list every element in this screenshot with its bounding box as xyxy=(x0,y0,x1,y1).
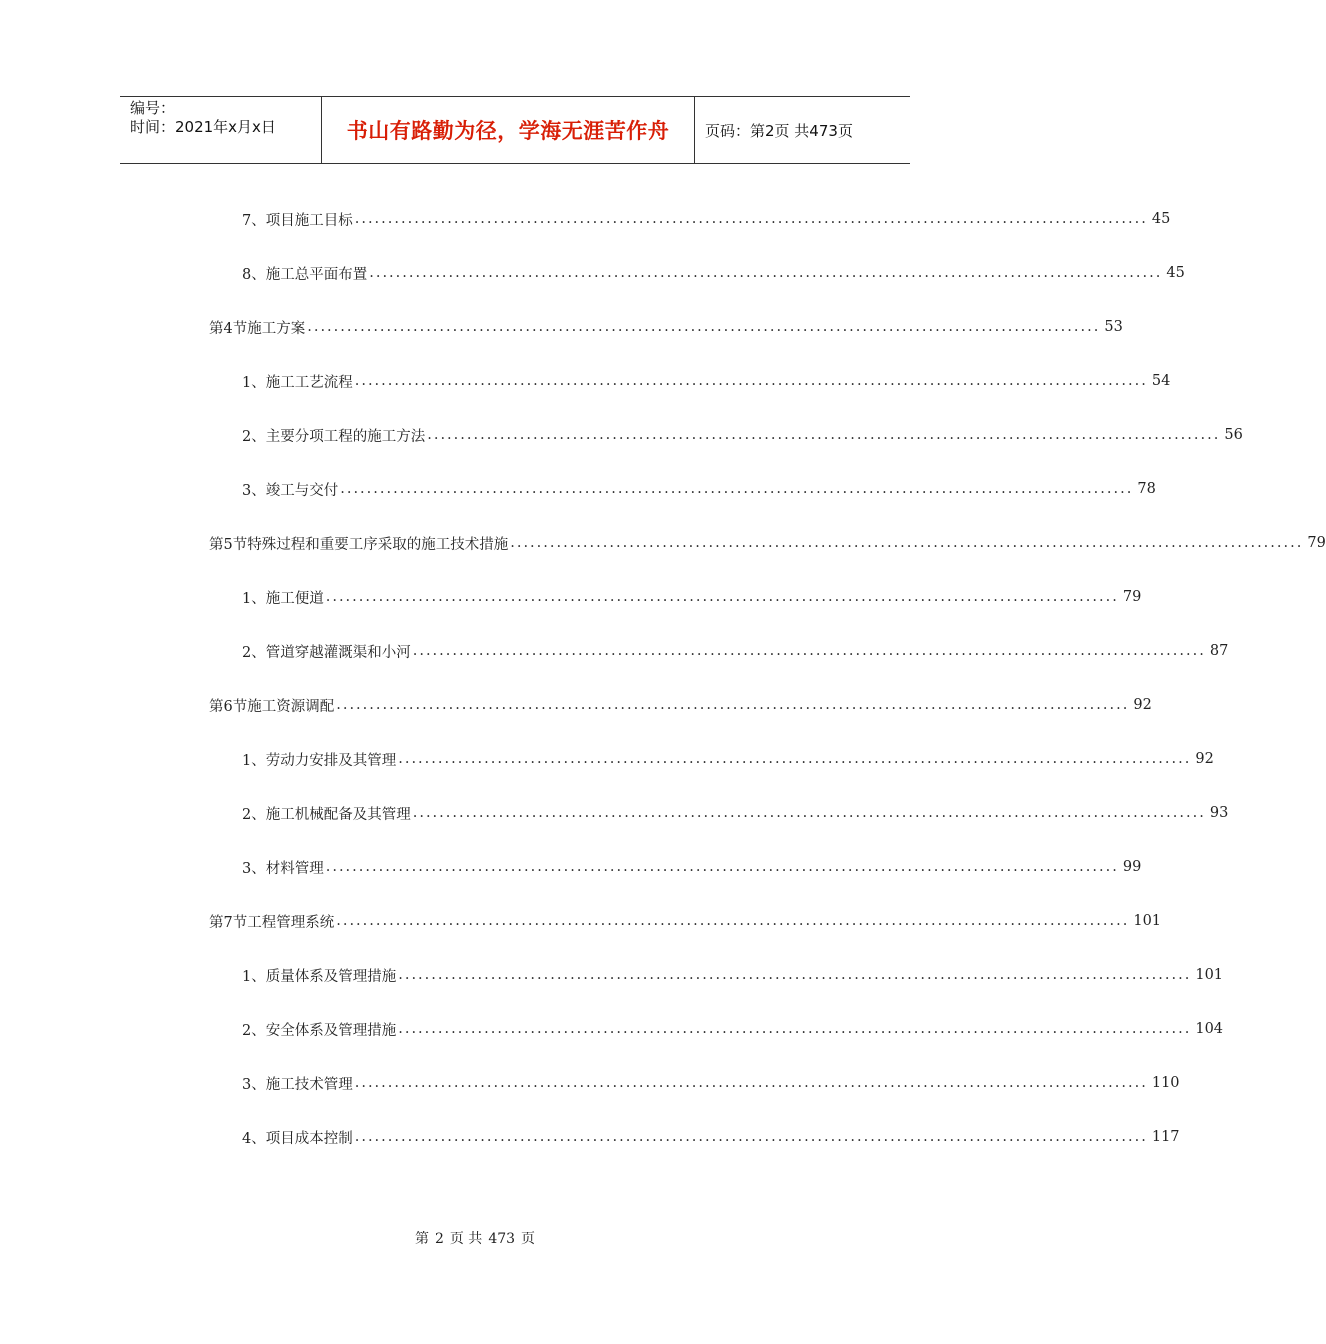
toc-entry-title: 项目施工目标 xyxy=(265,212,353,229)
toc-section-entry xyxy=(209,531,1326,555)
toc-entry-title: 施工方案 xyxy=(247,320,306,337)
toc-entry-title: 特殊过程和重要工序采取的施工技术措施 xyxy=(247,536,509,553)
toc-entry-page: 104 xyxy=(1195,1021,1224,1037)
toc-entry-page: 79 xyxy=(1307,535,1326,551)
toc-dot-leader: ........................................................................................................................ xyxy=(412,643,1206,659)
toc-entry-page: 54 xyxy=(1151,373,1171,389)
toc-entry-page: 110 xyxy=(1151,1075,1180,1091)
toc-entry-title: 主要分项工程的施工方法 xyxy=(265,428,426,445)
toc-entry-title: 工程管理系统 xyxy=(247,914,335,931)
toc-entry-page: 45 xyxy=(1151,211,1171,227)
toc-entry-number: 2、 xyxy=(242,644,266,661)
toc-entry-number: 第5节 xyxy=(209,536,248,553)
toc-item-entry xyxy=(242,423,1243,447)
document-time-label: 时间：2021年x月x日 xyxy=(130,118,276,136)
toc-entry-number: 4、 xyxy=(242,1130,266,1147)
toc-entry-title: 竣工与交付 xyxy=(265,482,339,499)
toc-entry-page: 117 xyxy=(1151,1129,1180,1145)
toc-item-entry xyxy=(242,585,1142,609)
toc-entry-title: 劳动力安排及其管理 xyxy=(265,752,397,769)
toc-dot-leader: ........................................................................................................................ xyxy=(336,913,1130,929)
toc-dot-leader: ........................................................................................................................ xyxy=(336,697,1130,713)
header-page-cell xyxy=(695,97,910,163)
toc-entry-page: 87 xyxy=(1209,643,1229,659)
toc-entry-number: 第6节 xyxy=(209,698,248,715)
toc-entry-title: 施工总平面布置 xyxy=(265,266,368,283)
header-page-info: 页码：第2页 共473页 xyxy=(705,121,853,140)
toc-entry-number: 第4节 xyxy=(209,320,248,337)
toc-entry-page: 56 xyxy=(1224,427,1243,443)
toc-entry-number: 1、 xyxy=(242,752,266,769)
toc-dot-leader: ........................................................................................................................ xyxy=(354,373,1148,389)
toc-item-entry xyxy=(242,747,1214,771)
toc-dot-leader: ........................................................................................................................ xyxy=(398,967,1192,983)
toc-entry-number: 2、 xyxy=(242,806,266,823)
footer-suffix: 页 xyxy=(521,1231,536,1247)
toc-entry-number: 2、 xyxy=(242,1022,266,1039)
toc-entry-page: 79 xyxy=(1122,589,1142,605)
toc-entry-title: 材料管理 xyxy=(265,860,324,877)
toc-entry-title: 施工便道 xyxy=(265,590,324,607)
toc-section-entry xyxy=(209,909,1162,933)
toc-dot-leader: ........................................................................................................................ xyxy=(398,1021,1192,1037)
toc-entry-number: 第7节 xyxy=(209,914,248,931)
footer-mid: 页 共 xyxy=(449,1231,483,1247)
toc-item-entry xyxy=(242,963,1224,987)
toc-entry-number: 7、 xyxy=(242,212,266,229)
header-motto: 书山有路勤为径，学海无涯苦作舟 xyxy=(346,119,670,143)
toc-entry-title: 管道穿越灌溉渠和小河 xyxy=(265,644,411,661)
toc-section-entry xyxy=(209,315,1123,339)
toc-dot-leader: ........................................................................................................................ xyxy=(369,265,1163,281)
toc-item-entry xyxy=(242,369,1171,393)
toc-item-entry xyxy=(242,639,1229,663)
toc-entry-title: 项目成本控制 xyxy=(265,1130,353,1147)
toc-entry-title: 安全体系及管理措施 xyxy=(265,1022,397,1039)
toc-entry-number: 1、 xyxy=(242,374,266,391)
toc-entry-title: 施工资源调配 xyxy=(247,698,335,715)
toc-dot-leader: ........................................................................................................................ xyxy=(307,319,1101,335)
toc-entry-number: 2、 xyxy=(242,428,266,445)
toc-item-entry xyxy=(242,1125,1180,1149)
toc-dot-leader: ........................................................................................................................ xyxy=(340,481,1134,497)
toc-item-entry xyxy=(242,207,1171,231)
footer-prefix: 第 xyxy=(414,1231,429,1247)
toc-dot-leader: ........................................................................................................................ xyxy=(427,427,1221,443)
toc-item-entry xyxy=(242,801,1229,825)
header-motto-cell xyxy=(322,97,695,163)
toc-dot-leader: ........................................................................................................................ xyxy=(510,535,1304,551)
toc-entry-number: 8、 xyxy=(242,266,266,283)
toc-item-entry xyxy=(242,261,1185,285)
toc-entry-page: 101 xyxy=(1133,913,1162,929)
toc-entry-page: 101 xyxy=(1195,967,1224,983)
toc-entry-number: 1、 xyxy=(242,968,266,985)
toc-entry-page: 93 xyxy=(1209,805,1229,821)
toc-entry-title: 质量体系及管理措施 xyxy=(265,968,397,985)
toc-dot-leader: ........................................................................................................................ xyxy=(354,211,1148,227)
toc-dot-leader: ........................................................................................................................ xyxy=(354,1129,1148,1145)
toc-entry-title: 施工技术管理 xyxy=(265,1076,353,1093)
footer-page-number: 2 xyxy=(434,1231,444,1247)
toc-entry-page: 92 xyxy=(1133,697,1152,713)
toc-entry-title: 施工工艺流程 xyxy=(265,374,353,391)
toc-dot-leader: ........................................................................................................................ xyxy=(412,805,1206,821)
toc-entry-page: 92 xyxy=(1195,751,1214,767)
toc-entry-title: 施工机械配备及其管理 xyxy=(265,806,411,823)
page-footer xyxy=(0,1228,950,1248)
toc-entry-page: 99 xyxy=(1122,859,1142,875)
toc-entry-number: 1、 xyxy=(242,590,266,607)
footer-total-pages: 473 xyxy=(488,1231,516,1247)
toc-dot-leader: ........................................................................................................................ xyxy=(325,859,1119,875)
toc-item-entry xyxy=(242,855,1142,879)
document-header xyxy=(120,96,910,164)
document-number-label: 编号： xyxy=(130,99,176,117)
toc-section-entry xyxy=(209,693,1152,717)
toc-entry-number: 3、 xyxy=(242,1076,266,1093)
toc-entry-page: 78 xyxy=(1137,481,1156,497)
header-meta-cell xyxy=(120,97,322,163)
toc-entry-page: 53 xyxy=(1104,319,1123,335)
toc-item-entry xyxy=(242,477,1156,501)
toc-entry-page: 45 xyxy=(1166,265,1185,281)
toc-item-entry xyxy=(242,1071,1180,1095)
toc-entry-number: 3、 xyxy=(242,482,266,499)
toc-dot-leader: ........................................................................................................................ xyxy=(325,589,1119,605)
toc-item-entry xyxy=(242,1017,1224,1041)
toc-entry-number: 3、 xyxy=(242,860,266,877)
toc-dot-leader: ........................................................................................................................ xyxy=(398,751,1192,767)
toc-dot-leader: ........................................................................................................................ xyxy=(354,1075,1148,1091)
